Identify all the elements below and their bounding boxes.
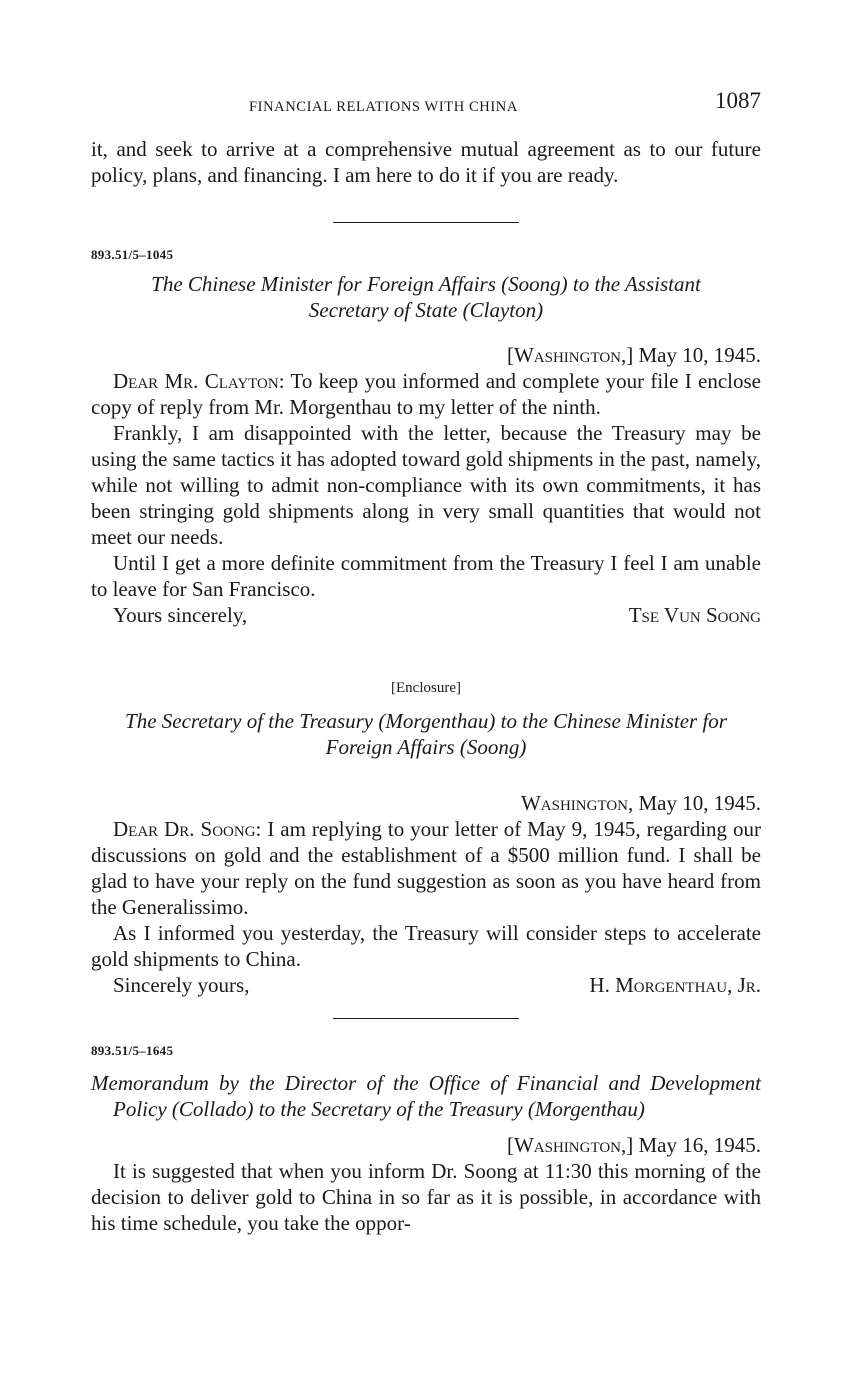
running-title: FINANCIAL RELATIONS WITH CHINA [249, 99, 518, 115]
page-header [91, 88, 761, 118]
divider-rule [333, 222, 519, 223]
enclosure-document [91, 678, 761, 998]
complimentary-close: Sincerely yours, [113, 973, 250, 997]
paragraph-text: : I am replying to your letter of May 9, 1945, regarding our discussions on gold and the establishment of a $500 million fund. I shall be glad to have your reply on the fund suggestion as soon as you have heard from the Generalissimo. [91, 817, 761, 919]
dateline [91, 342, 761, 368]
letter-paragraph [91, 368, 761, 420]
dateline-date: May 10, 1945. [638, 791, 761, 815]
document-heading: Memorandum by the Director of the Office of Financial and Development Policy (Collado) to the Secretary of the Treasury (Morgenthau) [91, 1071, 761, 1121]
letter-paragraph: Frankly, I am disappointed with the letter, because the Treasury may be using the same tactics it has adopted toward gold shipments in the past, namely, while not willing to admit non-compliance with its own commitments, it has been stringing gold shipments along in very small quantities that would not meet our needs. [91, 421, 761, 549]
document-2 [91, 1042, 761, 1236]
section-divider-2 [91, 1018, 761, 1019]
closing-line [91, 602, 761, 628]
dateline-place: [Washington,] [506, 343, 634, 367]
dateline [91, 1132, 761, 1158]
document-reference: 893.51/5–1045 [91, 247, 174, 262]
dateline-date: May 16, 1945. [638, 1133, 761, 1157]
section-divider-1 [91, 222, 761, 223]
salutation: Dear Mr. Clayton [113, 369, 279, 393]
signature: H. Morgenthau, Jr. [589, 973, 761, 997]
divider-rule [333, 1018, 519, 1019]
document-heading: The Chinese Minister for Foreign Affairs (Soong) to the Assistant Secretary of State (Clayton) [151, 272, 701, 322]
dateline [91, 790, 761, 816]
dateline-place: Washington, [520, 791, 634, 815]
dateline-date: May 10, 1945. [638, 343, 761, 367]
dateline-place: [Washington,] [506, 1133, 634, 1157]
document-reference: 893.51/5–1645 [91, 1043, 174, 1058]
salutation: Dear Dr. Soong [113, 817, 256, 841]
signature: Tse Vun Soong [628, 603, 761, 627]
letter-paragraph: Until I get a more definite commitment from the Treasury I feel I am unable to leave for San Francisco. [91, 551, 761, 601]
intro-paragraph: it, and seek to arrive at a comprehensive mutual agreement as to our future policy, plans, and financing. I am here to do it if you are ready. [91, 137, 761, 187]
document-1 [91, 246, 761, 628]
letter-paragraph: As I informed you yesterday, the Treasury will consider steps to accelerate gold shipments to China. [91, 921, 761, 971]
page-number: 1087 [715, 88, 761, 113]
intro-block [91, 136, 761, 188]
memo-paragraph: It is suggested that when you inform Dr. Soong at 11:30 this morning of the decision to deliver gold to China in so far as it is possible, in accordance with his time schedule, you take the oppor- [91, 1159, 761, 1235]
paragraph-text: : To keep you informed and complete your file I enclose copy of reply from Mr. Morgenthau to my letter of the ninth. [91, 369, 761, 419]
closing-line [91, 972, 761, 998]
enclosure-label: [Enclosure] [391, 680, 461, 696]
letter-paragraph [91, 816, 761, 920]
document-heading: The Secretary of the Treasury (Morgenthau) to the Chinese Minister for Foreign Affairs (Soong) [125, 709, 727, 759]
complimentary-close: Yours sincerely, [113, 603, 248, 627]
